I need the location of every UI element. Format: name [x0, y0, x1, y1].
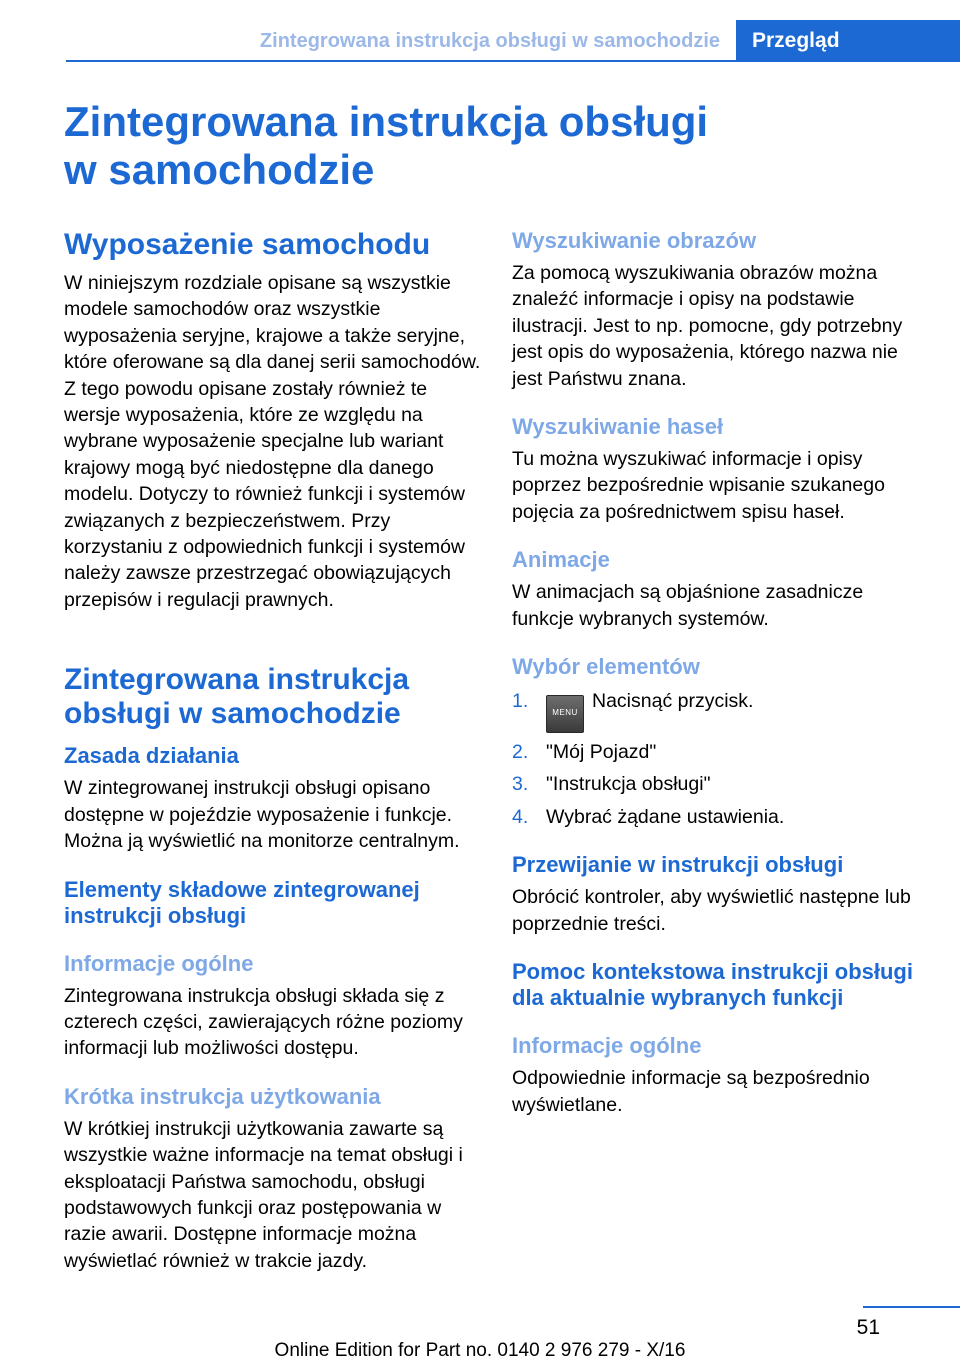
step-item	[512, 771, 926, 797]
paragraph-animations: W animacjach są objaśnione zasadnicze funkcje wybranych systemów.	[512, 581, 864, 630]
heading-select-elements: Wybór elementów	[512, 654, 700, 680]
paragraph-image-search: Za pomocą wyszukiwania obrazów można znaleźć informacje i opisy na podstawie ilustracji. Jest to np. pomocne, gdy potrzebny jest opis do wyposażenia, którego nazwa nie jest Państwu znana.	[512, 262, 903, 390]
footer-edition: Online Edition for Part no. 0140 2 976 279 - X/16	[274, 1340, 686, 1361]
step-number: 1.	[512, 690, 529, 713]
heading-context-help: Pomoc kontekstowa instrukcji obsługi dla aktualnie wybranych funkcji	[512, 959, 913, 1011]
paragraph-general-info: Zintegrowana instrukcja obsługi składa się z czterech części, zawierających różne poziomy informacji lub możliwości dostępu.	[64, 984, 463, 1060]
page-title-line-1: Zintegrowana instrukcja obsługi	[64, 98, 709, 145]
step-text: Nacisnąć przycisk.	[592, 690, 754, 713]
step-text: "Mój Pojazd"	[546, 741, 657, 764]
step-item	[512, 804, 926, 830]
heading-components: Elementy składowe zintegrowanej instrukcji obsługi	[64, 876, 420, 928]
paragraph-keyword-search: Tu można wyszukiwać informacje i opisy poprzez bezpośrednie wpisanie szukanego pojęcia za pośrednictwem spisu haseł.	[512, 448, 885, 523]
heading-scrolling: Przewijanie w instrukcji obsługi	[512, 852, 844, 878]
step-number: 2.	[512, 741, 529, 764]
page-title-line-2: w samochodzie	[64, 146, 375, 193]
heading-quick-guide: Krótka instrukcja użytkowania	[64, 1083, 381, 1109]
paragraph-equipment: W niniejszym rozdziale opisane są wszystkie modele samochodów oraz wszystkie wyposażenia seryjne, krajowe a także seryjne, które oferowane są dla danej serii samochodów. Z tego powodu opisane zostały również te wersje wyposażenia, które ze względu na wybrane wyposażenie specjalne lub wariant krajowy mogą być niedostępne dla danego modelu. Dotyczy to również funkcji i systemów związanych z bezpieczeństwem. Przy korzystaniu z odpowiednich funkcji i systemów należy zawsze przestrzegać obowiązujących przepisów i regulacji prawnych.	[64, 272, 481, 611]
heading-principle: Zasada działania	[64, 743, 239, 769]
paragraph-quick-guide: W krótkiej instrukcji użytkowania zawarte są wszystkie ważne informacje na temat obsługi i eksploatacji Państwa samochodu, obsługi podstawowych funkcji oraz postępowania w razie awarii. Dostępne informacje można wyświetlać również w trakcie jazdy.	[64, 1117, 463, 1272]
page-title	[64, 98, 884, 194]
paragraph-context-general-info: Odpowiednie informacje są bezpośrednio wyświetlane.	[512, 1067, 870, 1116]
step-item	[512, 688, 926, 733]
menu-button-icon: MENU	[546, 695, 584, 733]
header-chapter-tab	[736, 20, 960, 62]
paragraph-principle: W zintegrowanej instrukcji obsługi opisano dostępne w pojeździe wyposażenie i funkcje. Można ją wyświetlić na monitorze centralnym.	[64, 777, 460, 853]
header-chapter-title: Przegląd	[752, 29, 840, 52]
steps-list	[512, 688, 926, 830]
step-text: Wybrać żądane ustawienia.	[546, 805, 785, 828]
left-column	[64, 228, 482, 1274]
page-number: 51	[856, 1316, 880, 1339]
step-number: 3.	[512, 773, 529, 796]
right-column	[512, 228, 926, 1118]
paragraph-scrolling: Obrócić kontroler, aby wyświetlić następne lub poprzednie treści.	[512, 886, 911, 935]
header-section	[66, 0, 736, 62]
heading-keyword-search: Wyszukiwanie haseł	[512, 414, 724, 440]
header-section-title: Zintegrowana instrukcja obsługi w samochodzie	[259, 30, 720, 52]
page-header	[0, 0, 960, 62]
heading-animations: Animacje	[512, 547, 610, 573]
step-number: 4.	[512, 805, 529, 828]
heading-context-general-info: Informacje ogólne	[512, 1033, 702, 1059]
heading-general-info: Informacje ogólne	[64, 950, 254, 976]
heading-image-search: Wyszukiwanie obrazów	[512, 228, 757, 253]
heading-integrated-manual: Zintegrowana instrukcja obsługi w samochodzie	[64, 663, 410, 731]
step-item	[512, 739, 926, 765]
heading-equipment: Wyposażenie samochodu	[64, 228, 431, 261]
step-text: "Instrukcja obsługi"	[546, 773, 711, 796]
footer-rule	[863, 1306, 960, 1308]
